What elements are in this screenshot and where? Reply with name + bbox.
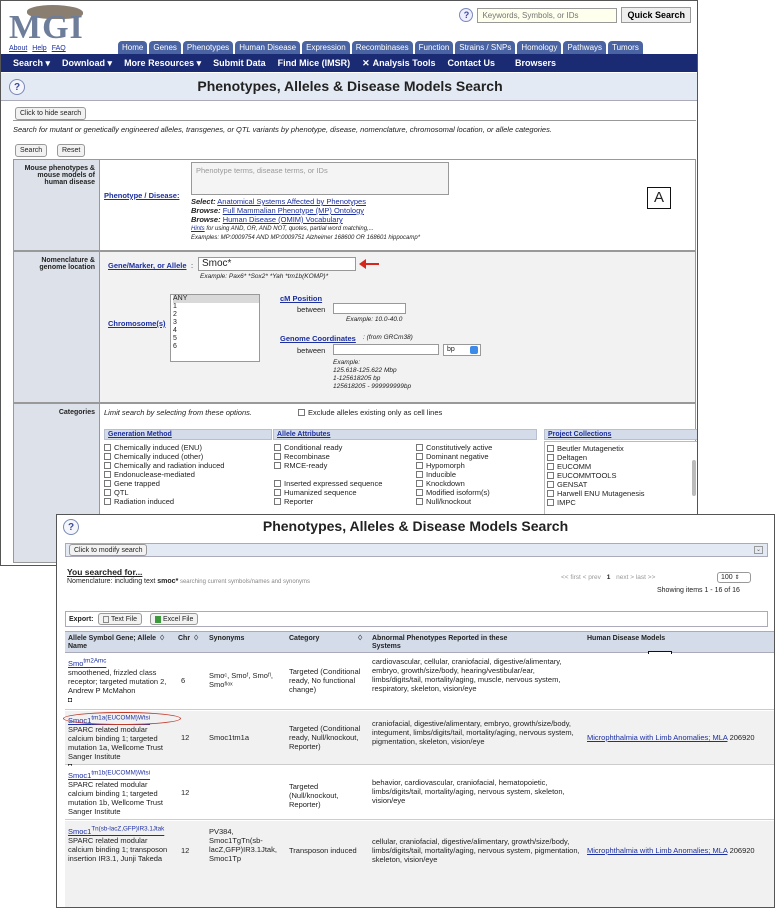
disease-id: 206920 — [729, 733, 755, 742]
project-options — [547, 444, 645, 507]
chromosome-option[interactable]: 4 — [173, 327, 177, 334]
project-option[interactable] — [547, 498, 645, 507]
sort-icon[interactable]: ♢ — [159, 635, 166, 642]
table-row — [65, 766, 775, 820]
genome-unit-select[interactable] — [443, 344, 481, 356]
results-help-icon[interactable]: ? — [63, 519, 79, 535]
select-line — [191, 197, 366, 206]
checkbox-icon — [298, 409, 305, 416]
allele-superscript: tm1a(EUCOMM)Wtsi — [91, 714, 151, 721]
page-title: Phenotypes, Alleles & Disease Models Search — [197, 78, 503, 94]
menu-contact-us[interactable]: Contact Us — [447, 58, 496, 68]
page-help-icon[interactable]: ? — [9, 79, 25, 95]
option-label: QTL — [114, 488, 129, 497]
genome-coordinates-input[interactable] — [333, 344, 439, 355]
table-row — [65, 654, 775, 710]
tab-homology[interactable]: Homology — [517, 41, 561, 54]
allele-symbol-link[interactable] — [68, 659, 106, 668]
option-label: Constitutively active — [426, 443, 493, 452]
sort-icon[interactable]: ♢ — [193, 635, 200, 642]
category-cell: Transposon induced — [289, 846, 357, 855]
col-allele-symbol[interactable]: Allele Symbol Gene; Allele Name — [68, 635, 157, 650]
chr-cell: 12 — [181, 846, 190, 855]
checkbox-icon — [274, 462, 281, 469]
nomenclature-row-label: Nomenclature & genome location — [14, 252, 100, 402]
project-collections-list[interactable] — [544, 441, 698, 515]
generation-method-option[interactable] — [104, 488, 224, 497]
hints-line — [191, 226, 374, 232]
genome-example-3: 125618205 - 999999999bp — [333, 383, 412, 390]
chromosome-option[interactable]: 3 — [173, 319, 177, 326]
showing-items: Showing items 1 - 16 of 16 — [657, 587, 740, 594]
category-cell: Targeted (Conditional ready, Null/knockout, Reporter) — [289, 724, 361, 751]
genome-example-1: 125.618-125.622 Mbp — [333, 367, 397, 374]
allele-cell — [68, 656, 168, 705]
scrollbar-thumb[interactable] — [692, 460, 696, 496]
project-option[interactable] — [547, 489, 645, 498]
chromosome-option[interactable]: 1 — [173, 303, 177, 310]
nomen-prefix: Nomenclature: including text — [67, 578, 158, 585]
allele-cell — [68, 824, 168, 863]
option-label: Conditional ready — [284, 443, 343, 452]
checkbox-icon — [416, 471, 423, 478]
allele-symbol-link[interactable] — [68, 827, 164, 836]
checkbox-icon — [104, 453, 111, 460]
col-chr[interactable]: Chr — [178, 635, 191, 642]
genome-between-label: between — [297, 346, 326, 355]
allele-symbol: Smoc1 — [68, 826, 92, 836]
option-label: Endonuclease-mediated — [114, 470, 195, 479]
mp-ontology-link[interactable]: Full Mammalian Phenotype (MP) Ontology — [222, 206, 364, 215]
phenotype-textarea[interactable]: Phenotype terms, disease terms, or IDs — [191, 162, 449, 195]
spacer — [274, 470, 382, 479]
menu-download[interactable]: Download ▾ — [62, 57, 113, 68]
checkbox-icon — [416, 462, 423, 469]
checkbox-icon — [104, 480, 111, 487]
allele-cell — [68, 768, 168, 816]
tab-tumors[interactable]: Tumors — [608, 41, 643, 54]
page-size-select[interactable] — [717, 572, 751, 583]
generation-method-option[interactable] — [104, 479, 224, 488]
browse-line-1 — [191, 206, 364, 215]
categories-intro: Limit search by selecting from these options. — [104, 408, 252, 417]
pager-next[interactable]: next > last >> — [616, 574, 656, 581]
menu-bar — [1, 54, 698, 72]
disease-link[interactable]: Microphthalmia with Limb Anomalies; MLA — [587, 846, 728, 855]
allele-attribute-option[interactable] — [274, 497, 382, 506]
checkbox-icon — [104, 498, 111, 505]
excel-file-icon — [155, 616, 161, 623]
checkbox-icon — [416, 444, 423, 451]
text-file-button[interactable] — [98, 613, 142, 625]
menu-browsers[interactable]: Browsers — [515, 58, 557, 68]
tab-home[interactable]: Home — [118, 41, 147, 54]
genome-example-label: Example: — [333, 359, 361, 366]
checkbox-icon — [547, 454, 554, 461]
excel-file-button[interactable] — [150, 613, 198, 625]
generation-method-option[interactable] — [104, 497, 224, 506]
chromosome-option[interactable]: 6 — [173, 343, 177, 350]
divider — [13, 120, 696, 121]
text-file-icon — [103, 616, 109, 623]
nomen-suffix: searching current symbols/names and synonyms — [178, 579, 311, 585]
allele-attribute-option[interactable] — [274, 461, 382, 470]
option-label: Hypomorph — [426, 461, 465, 470]
option-label: Reporter — [284, 497, 314, 506]
browse-label-2: Browse: — [191, 215, 221, 224]
quick-search — [459, 7, 691, 23]
pager — [561, 574, 655, 581]
option-label: Chemically and radiation induced — [114, 461, 225, 470]
option-label: EUCOMMTOOLS — [557, 471, 617, 480]
export-label: Export: — [69, 616, 94, 623]
highlight-oval — [63, 712, 181, 725]
top-links — [9, 45, 71, 52]
gene-colon: : — [191, 261, 194, 270]
option-label: Humanized sequence — [284, 488, 357, 497]
checkbox-icon — [547, 445, 554, 452]
phenotypes-cell: behavior, cardiovascular, craniofacial, hematopoietic, limbs/digits/tail, mortality/aging, nervous system, skeleton, vision/eye — [372, 778, 565, 805]
modify-search-button[interactable]: Click to modify search — [69, 544, 147, 556]
phenotype-examples: Examples: MP:0009754 AND MP:0009751 Alzheimer 168600 OR 168601 hippocamp* — [191, 235, 421, 241]
option-label: EUCOMM — [557, 462, 592, 471]
checkbox-icon — [274, 489, 281, 496]
browse-line-2 — [191, 215, 343, 224]
disease-id: 206920 — [729, 846, 755, 855]
col-disease-models: Human Disease Models — [587, 635, 666, 642]
category-cell: Targeted (Conditional ready, No functional change) — [289, 667, 361, 694]
synonyms-cell: Smoc1tm1a — [209, 733, 250, 742]
chromosome-link[interactable]: Chromosome(s) — [108, 319, 166, 328]
generation-method-option[interactable] — [104, 470, 224, 479]
checkbox-icon — [416, 498, 423, 505]
quick-search-button[interactable]: Quick Search — [621, 7, 691, 23]
allele-symbol: Smo — [68, 658, 84, 668]
select-label: Select: — [191, 197, 216, 206]
tab-strains-snps[interactable]: Strains / SNPs — [455, 41, 515, 54]
table-row — [65, 821, 775, 908]
allele-attribute-option[interactable] — [416, 452, 492, 461]
generation-method-link[interactable]: Generation Method — [108, 431, 172, 438]
checkbox-icon — [416, 453, 423, 460]
chr-cell: 12 — [181, 788, 190, 797]
option-label: RMCE-ready — [284, 461, 328, 470]
menu-analysis-tools[interactable] — [362, 58, 435, 69]
wrench-icon: ✕ — [362, 57, 370, 68]
chromosome-option[interactable]: 2 — [173, 311, 177, 318]
page-size-value: 100 — [721, 574, 733, 581]
col-category[interactable]: Category — [289, 635, 320, 642]
genome-example-2: 1-125618205 bp — [333, 375, 381, 382]
genome-source: : (from GRCm38) — [363, 334, 413, 341]
checkbox-icon — [104, 489, 111, 496]
project-option[interactable] — [547, 462, 645, 471]
generation-method-option[interactable] — [104, 461, 224, 470]
option-label: Harwell ENU Mutagenesis — [557, 489, 645, 498]
exclude-cell-lines-checkbox[interactable] — [298, 408, 442, 417]
results-panel — [56, 514, 775, 908]
menu-find-mice[interactable]: Find Mice (IMSR) — [277, 58, 351, 68]
hide-search-button[interactable]: Click to hide search — [15, 107, 86, 120]
anatomical-systems-link[interactable]: Anatomical Systems Affected by Phenotypes — [217, 197, 366, 206]
results-table-header — [65, 631, 775, 653]
phenotypes-cell: craniofacial, digestive/alimentary, embryo, growth/size/body, integument, limbs/digits/tail, mortality/aging, nervous system, pigmentation, skeleton, vision/eye — [372, 719, 574, 746]
search-intro: Search for mutant or genetically engineered alleles, transgenes, or QTL variants by phenotype, disease, nomenclature, chromosomal location, or allele categories. — [13, 125, 552, 134]
option-label: Dominant negative — [426, 452, 489, 461]
disease-link[interactable]: Microphthalmia with Limb Anomalies; MLA — [587, 733, 728, 742]
pager-page: 1 — [606, 574, 611, 581]
allele-attributes-col-2 — [416, 443, 492, 506]
checkbox-icon — [274, 444, 281, 451]
hints-link[interactable]: Hints — [191, 226, 205, 232]
checkbox-icon — [274, 480, 281, 487]
col-synonyms: Synonyms — [209, 635, 245, 642]
search-button[interactable]: Search — [15, 144, 47, 157]
logo-text: MGI — [9, 9, 84, 46]
allele-name: smoothened, frizzled class receptor; targeted mutation 2, Andrew P McMahon — [68, 667, 167, 695]
allele-symbol: Smoc1 — [68, 715, 92, 725]
synonyms-cell: Smoᶜ, Smoᶠ, Smoᶠˡ, Smoᶠˡᵒˣ — [209, 671, 273, 689]
gene-example: Example: Pax6* *Sox2* *Yah *tm1b(KOMP)* — [200, 273, 329, 280]
chromosome-listbox[interactable] — [170, 294, 260, 362]
generation-method-option[interactable] — [104, 452, 224, 461]
genome-unit-value: bp — [447, 346, 455, 353]
genome-coordinates-link[interactable]: Genome Coordinates — [280, 334, 356, 343]
allele-superscript: tm1b(EUCOMM)Wtsi — [91, 769, 151, 776]
allele-attribute-option[interactable] — [416, 443, 492, 452]
chromosome-option[interactable]: ANY — [173, 295, 259, 303]
option-label: Inserted expressed sequence — [284, 479, 383, 488]
you-searched-heading: You searched for... — [67, 567, 143, 577]
export-bar — [65, 611, 768, 627]
phenotypes-cell: cellular, craniofacial, digestive/alimentary, growth/size/body, limbs/digits/tail, mortality/aging, nervous system, pigmentation, skeleton, vision/eye — [372, 837, 580, 864]
option-label: Chemically induced (ENU) — [114, 443, 202, 452]
option-label: Radiation induced — [114, 497, 175, 506]
allele-attribute-option[interactable] — [274, 479, 382, 488]
allele-attributes-col-1 — [274, 443, 382, 506]
nav-tabs — [118, 41, 643, 54]
allele-attribute-option[interactable] — [416, 497, 492, 506]
allele-symbol-link[interactable] — [68, 771, 150, 780]
menu-submit-data[interactable]: Submit Data — [213, 58, 266, 68]
pager-prev[interactable]: << first < prev — [561, 574, 601, 581]
allele-attribute-option[interactable] — [416, 461, 492, 470]
cm-example: Example: 10.0-40.0 — [346, 316, 403, 323]
checkbox-icon — [416, 489, 423, 496]
option-label: Inducible — [426, 470, 457, 479]
chromosome-option[interactable]: 5 — [173, 335, 177, 342]
menu-analysis-label: Analysis Tools — [372, 57, 436, 68]
synonyms-cell: PV384, Smoc1TgTn(sb-lacZ,GFP)IR3.1Jtak, Smoc1Tp — [209, 827, 277, 863]
tab-function[interactable]: Function — [415, 41, 454, 54]
generation-method-option[interactable] — [104, 443, 224, 452]
option-label: Beutler Mutagenetix — [557, 444, 624, 453]
nomen-term: smoc* — [157, 578, 179, 585]
browse-label-1: Browse: — [191, 206, 221, 215]
checkbox-icon — [547, 490, 554, 497]
menu-search[interactable]: Search ▾ — [13, 57, 51, 68]
cm-position-input[interactable] — [333, 303, 406, 314]
tab-pathways[interactable]: Pathways — [563, 41, 606, 54]
category-cell: Targeted (Null/knockout, Reporter) — [289, 782, 339, 809]
tab-phenotypes[interactable]: Phenotypes — [183, 41, 233, 54]
sort-icon[interactable]: ♢ — [357, 635, 364, 642]
checkbox-icon — [416, 480, 423, 487]
disease-cell — [587, 733, 755, 742]
option-label: IMPC — [557, 498, 576, 507]
option-label: Modified isoform(s) — [426, 488, 490, 497]
text-file-label: Text File — [111, 615, 138, 623]
option-label: GENSAT — [557, 480, 588, 489]
menu-more-resources[interactable]: More Resources ▾ — [124, 57, 202, 68]
disease-cell — [587, 846, 755, 855]
help-link[interactable]: Help — [32, 45, 47, 52]
allele-name: SPARC related modular calcium binding 1; targeted mutation 1a, Wellcome Trust Sanger Institute — [68, 724, 163, 761]
tab-human-disease[interactable]: Human Disease — [235, 41, 300, 54]
option-label: Gene trapped — [114, 479, 160, 488]
checkbox-icon — [547, 481, 554, 488]
allele-attribute-option[interactable] — [416, 479, 492, 488]
checkbox-icon — [104, 471, 111, 478]
allele-attributes-header — [273, 429, 537, 440]
project-option[interactable] — [547, 480, 645, 489]
allele-attributes-link[interactable]: Allele Attributes — [277, 431, 331, 438]
allele-superscript: tm2Amc — [83, 657, 107, 664]
cm-between-label: between — [297, 305, 326, 314]
chr-cell: 6 — [181, 676, 186, 685]
checkbox-icon — [104, 462, 111, 469]
cm-position-link[interactable]: cM Position — [280, 294, 323, 303]
project-option[interactable] — [547, 444, 645, 453]
tab-recombinases[interactable]: Recombinases — [352, 41, 413, 54]
allele-superscript: Tn(sb-lacZ,GFP)IR3.1Jtak — [91, 825, 165, 832]
phenotype-row-label: Mouse phenotypes & mouse models of human disease — [14, 160, 100, 250]
stepper-icon: ⇕ — [734, 575, 740, 581]
option-label: Null/knockout — [426, 497, 472, 506]
checkbox-icon — [274, 453, 281, 460]
chr-cell: 12 — [181, 733, 190, 742]
gene-marker-link[interactable]: Gene/Marker, or Allele — [108, 261, 187, 270]
allele-attribute-option[interactable] — [416, 470, 492, 479]
option-label: Deltagen — [557, 453, 588, 462]
title-bar — [1, 73, 698, 101]
gene-input[interactable]: Smoc* — [198, 257, 356, 271]
camera-icon[interactable]: ◘ — [68, 696, 73, 704]
allele-name: SPARC related modular calcium binding 1; targeted mutation 1b, Wellcome Trust Sanger Institute — [68, 779, 163, 816]
collapse-icon[interactable]: ⌄ — [755, 547, 762, 553]
generation-method-list — [104, 443, 224, 506]
allele-attribute-option[interactable] — [274, 443, 382, 452]
genome-examples — [333, 359, 411, 391]
allele-attribute-option[interactable] — [416, 488, 492, 497]
project-option[interactable] — [547, 453, 645, 462]
checkbox-icon — [547, 499, 554, 506]
excel-file-label: Excel File — [163, 615, 194, 623]
generation-method-header — [104, 429, 272, 440]
phenotype-disease-link[interactable]: Phenotype / Disease: — [104, 191, 180, 200]
tab-genes[interactable]: Genes — [149, 41, 181, 54]
red-arrow-icon — [359, 259, 366, 269]
project-option[interactable] — [547, 471, 645, 480]
checkbox-icon — [104, 444, 111, 451]
checkbox-icon — [547, 463, 554, 470]
project-collections-link[interactable]: Project Collections — [548, 431, 612, 438]
select-arrow-icon — [470, 346, 478, 354]
checkbox-icon — [547, 472, 554, 479]
allele-attribute-option[interactable] — [274, 452, 382, 461]
option-label: Chemically induced (other) — [114, 452, 204, 461]
col-phenotypes: Abnormal Phenotypes Reported in these Systems — [372, 635, 508, 650]
allele-name: SPARC related modular calcium binding 1; transposon insertion IR3.1, Junji Takeda — [68, 835, 168, 863]
option-label: Recombinase — [284, 452, 330, 461]
allele-symbol: Smoc1 — [68, 770, 92, 780]
checkbox-icon — [274, 498, 281, 505]
search-summary — [67, 578, 310, 585]
project-collections-header — [544, 429, 698, 440]
tab-expression[interactable]: Expression — [302, 41, 350, 54]
allele-attribute-option[interactable] — [274, 488, 382, 497]
phenotypes-cell: cardiovascular, cellular, craniofacial, digestive/alimentary, embryo, growth/size/body, hearing/vestibular/ear, limbs/digits/tail, mortality/aging, muscle, nervous system, respiratory, skeleton, vision/eye — [372, 657, 562, 693]
option-label: Knockdown — [426, 479, 465, 488]
categories-row-label: Categories — [14, 404, 100, 562]
hints-text: for using AND, OR, AND NOT, quotes, partial word matching,... — [204, 226, 374, 232]
faq-link[interactable]: FAQ — [51, 45, 66, 52]
callout-a: A — [647, 187, 671, 209]
omim-vocabulary-link[interactable]: Human Disease (OMIM) Vocabulary — [222, 215, 343, 224]
quick-search-input[interactable] — [477, 8, 617, 23]
help-icon[interactable]: ? — [459, 8, 473, 22]
modify-bar — [65, 543, 768, 557]
about-link[interactable]: About — [9, 45, 28, 52]
results-title: Phenotypes, Alleles & Disease Models Search — [262, 518, 569, 534]
exclude-label: Exclude alleles existing only as cell lines — [308, 408, 443, 417]
reset-button[interactable]: Reset — [57, 144, 85, 157]
